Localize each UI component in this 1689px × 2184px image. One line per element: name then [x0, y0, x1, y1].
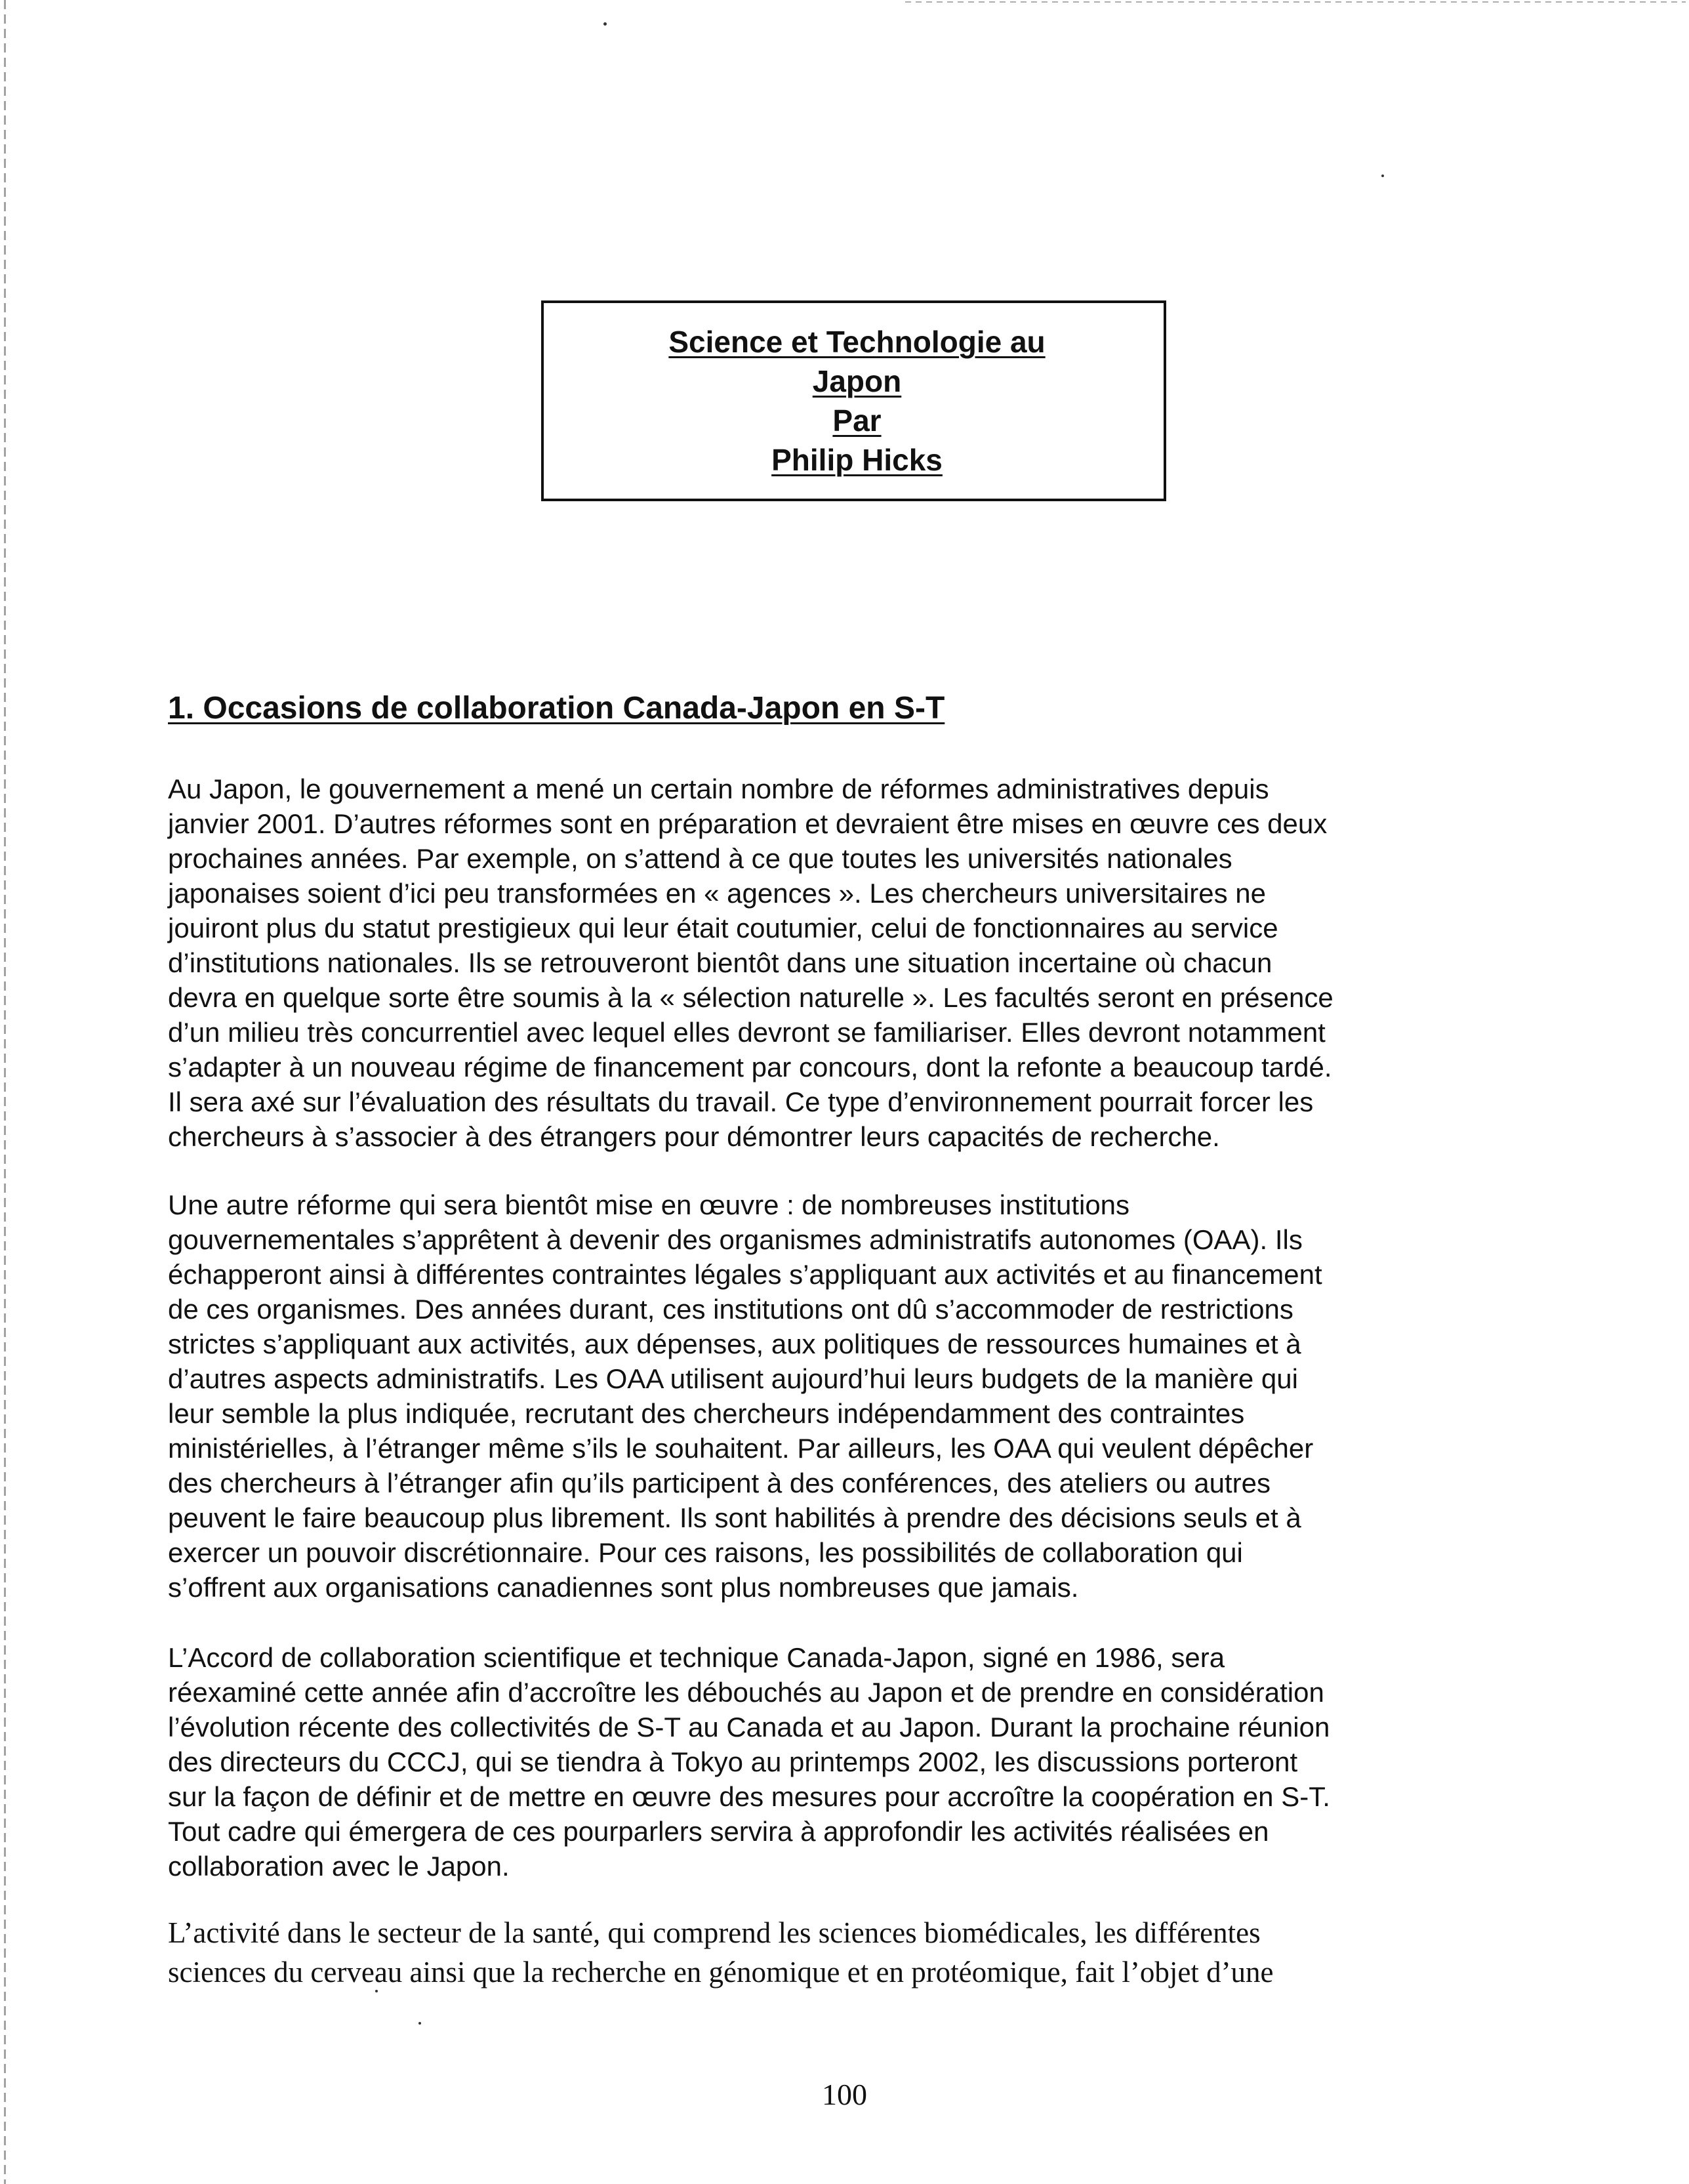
paragraph-line: gouvernementales s’apprêtent à devenir des organismes administratifs autonomes (OAA). Ils — [168, 1224, 1303, 1255]
paragraph-line: jouiront plus du statut prestigieux qui leur était coutumier, celui de fonctionnaires au service — [168, 913, 1278, 943]
paragraph-line: des directeurs du CCCJ, qui se tiendra à Tokyo au printemps 2002, les discussions porteront — [168, 1746, 1298, 1777]
paragraph-line: échapperont ainsi à différentes contraintes légales s’appliquant aux activités et au financement — [168, 1259, 1322, 1290]
paragraph-line: sur la façon de définir et de mettre en œuvre des mesures pour accroître la coopération en S-T. — [168, 1781, 1330, 1812]
paragraph-line: des chercheurs à l’étranger afin qu’ils participent à des conférences, des ateliers ou autres — [168, 1468, 1271, 1498]
paragraph-line: chercheurs à s’associer à des étrangers pour démontrer leurs capacités de recherche. — [168, 1121, 1220, 1152]
title-box — [541, 300, 1166, 501]
paragraph-reformes-universites — [168, 772, 1333, 1154]
paragraph-line: Au Japon, le gouvernement a mené un certain nombre de réformes administratives depuis — [168, 773, 1269, 804]
paragraph-line: L’activité dans le secteur de la santé, qui comprend les sciences biomédicales, les différentes — [168, 1916, 1261, 1949]
paragraph-line: collaboration avec le Japon. — [168, 1851, 510, 1882]
paragraph-line: Tout cadre qui émergera de ces pourparlers servira à approfondir les activités réalisées en — [168, 1816, 1269, 1847]
paragraph-line: devra en quelque sorte être soumis à la « sélection naturelle ». Les facultés seront en présence — [168, 982, 1333, 1013]
paragraph-line: Une autre réforme qui sera bientôt mise en œuvre : de nombreuses institutions — [168, 1189, 1130, 1220]
document-title-line-1: Science et Technologie au — [668, 325, 1046, 359]
document-title-line-2: Japon — [812, 364, 902, 398]
paragraph-line: exercer un pouvoir discrétionnaire. Pour ces raisons, les possibilités de collaboration qui — [168, 1537, 1243, 1568]
paragraph-secteur-sante — [168, 1913, 1274, 1992]
section-heading: 1. Occasions de collaboration Canada-Japon en S-T — [168, 691, 945, 726]
paragraph-line: Il sera axé sur l’évaluation des résultats du travail. Ce type d’environnement pourrait forcer les — [168, 1086, 1314, 1117]
paragraph-line: d’institutions nationales. Ils se retrouveront bientôt dans une situation incertaine où chacun — [168, 947, 1272, 978]
paragraph-line: l’évolution récente des collectivités de S-T au Canada et au Japon. Durant la prochaine réunion — [168, 1712, 1330, 1742]
paragraph-line: s’adapter à un nouveau régime de financement par concours, dont la refonte a beaucoup tardé. — [168, 1052, 1332, 1082]
scan-speck — [1381, 175, 1384, 177]
scan-edge-top — [905, 1, 1686, 3]
paragraph-line: sciences du cerveau ainsi que la recherche en génomique et en protéomique, fait l’objet d’une — [168, 1956, 1274, 1988]
paragraph-line: janvier 2001. D’autres réformes sont en préparation et devraient être mises en œuvre ces deux — [168, 808, 1328, 839]
paragraph-line: d’un milieu très concurrentiel avec lequel elles devront se familiariser. Elles devront notamment — [168, 1017, 1326, 1048]
scan-speck — [603, 22, 607, 26]
byline-par: Par — [832, 403, 882, 438]
scan-speck — [418, 2022, 421, 2025]
paragraph-line: réexaminé cette année afin d’accroître les débouchés au Japon et de prendre en considération — [168, 1677, 1324, 1708]
paragraph-line: leur semble la plus indiquée, recrutant des chercheurs indépendamment des contraintes — [168, 1398, 1245, 1429]
paragraph-accord-canada-japon — [168, 1640, 1330, 1884]
paragraph-line: ministérielles, à l’étranger même s’ils le souhaitent. Par ailleurs, les OAA qui veulent dépêcher — [168, 1433, 1314, 1464]
paragraph-line: d’autres aspects administratifs. Les OAA utilisent aujourd’hui leurs budgets de la manière qui — [168, 1363, 1298, 1394]
paragraph-oaa — [168, 1187, 1322, 1605]
paragraph-line: de ces organismes. Des années durant, ces institutions ont dû s’accommoder de restrictions — [168, 1294, 1293, 1325]
page-number: 100 — [822, 2078, 867, 2111]
paragraph-line: prochaines années. Par exemple, on s’attend à ce que toutes les universités nationales — [168, 843, 1232, 874]
author-name: Philip Hicks — [771, 443, 943, 477]
paragraph-line: s’offrent aux organisations canadiennes sont plus nombreuses que jamais. — [168, 1572, 1079, 1603]
paragraph-line: strictes s’appliquant aux activités, aux dépenses, aux politiques de ressources humaines et à — [168, 1329, 1301, 1359]
scan-edge-left — [4, 0, 6, 2184]
paragraph-line: japonaises soient d’ici peu transformées en « agences ». Les chercheurs universitaires ne — [168, 878, 1266, 909]
paragraph-line: L’Accord de collaboration scientifique et technique Canada-Japon, signé en 1986, sera — [168, 1642, 1225, 1673]
paragraph-line: peuvent le faire beaucoup plus librement. Ils sont habilités à prendre des décisions seuls et à — [168, 1502, 1301, 1533]
